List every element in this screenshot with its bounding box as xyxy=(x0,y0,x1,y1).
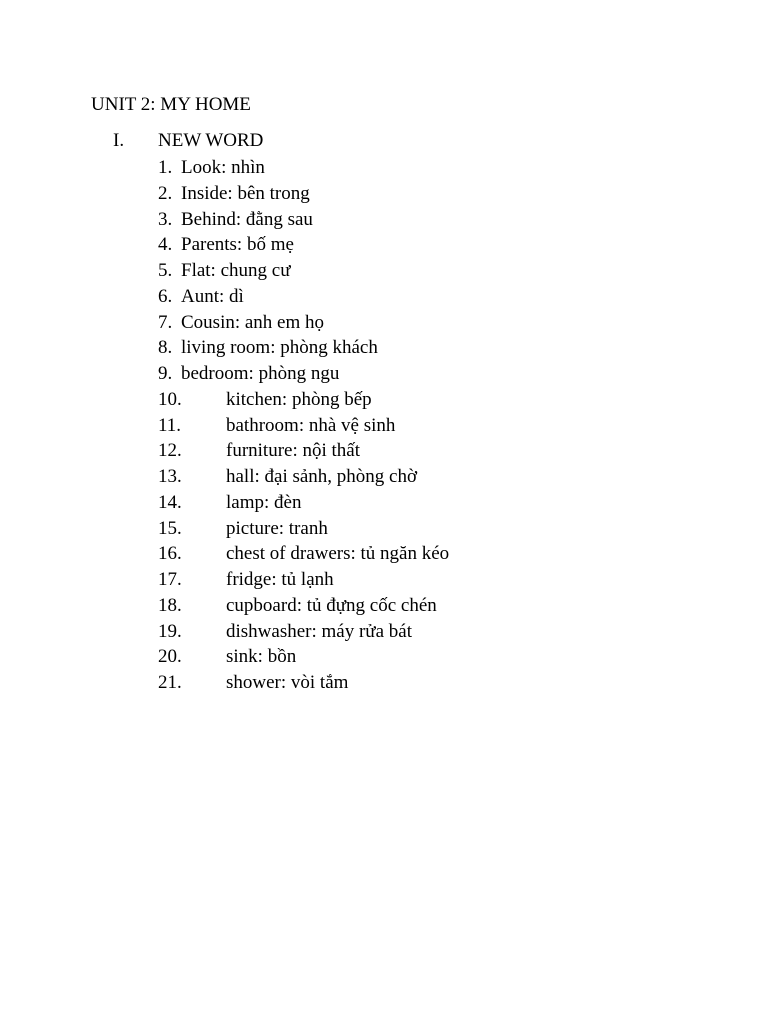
item-number: 8. xyxy=(158,337,173,359)
item-number: 17. xyxy=(158,569,182,590)
item-text: shower: vòi tắm xyxy=(226,672,349,693)
item-text: cupboard: tủ đựng cốc chén xyxy=(226,594,437,616)
item-text: hall: đại sảnh, phòng chờ xyxy=(226,466,418,487)
section-title: NEW WORD xyxy=(158,130,264,151)
item-text: chest of drawers: tủ ngăn kéo xyxy=(226,543,450,565)
item-text: Aunt: dì xyxy=(181,285,244,307)
item-text: furniture: nội thất xyxy=(226,440,361,462)
item-number: 4. xyxy=(158,234,173,256)
item-number: 10. xyxy=(158,388,182,410)
item-number: 15. xyxy=(158,517,182,539)
item-text: picture: tranh xyxy=(226,517,328,539)
item-number: 13. xyxy=(158,466,182,487)
item-text: Behind: đằng sau xyxy=(181,208,313,230)
item-number: 2. xyxy=(158,182,173,204)
item-text: sink: bồn xyxy=(226,646,297,668)
item-text: bedroom: phòng ngu xyxy=(181,363,340,384)
item-number: 12. xyxy=(158,440,182,462)
item-number: 11. xyxy=(158,414,182,436)
item-number: 5. xyxy=(158,260,173,281)
item-text: Inside: bên trong xyxy=(181,182,310,204)
item-number: 20. xyxy=(158,646,182,668)
item-number: 19. xyxy=(158,620,182,642)
item-text: living room: phòng khách xyxy=(181,337,378,359)
item-text: dishwasher: máy rửa bát xyxy=(226,620,412,642)
item-text: Cousin: anh em họ xyxy=(181,311,325,333)
document-title: UNIT 2: MY HOME xyxy=(91,94,251,115)
item-number: 9. xyxy=(158,363,173,384)
item-text: lamp: đèn xyxy=(226,491,302,513)
item-number: 18. xyxy=(158,594,182,616)
section-number: I. xyxy=(113,130,125,151)
item-number: 6. xyxy=(158,285,173,307)
item-text: Flat: chung cư xyxy=(181,260,291,281)
item-text: Parents: bố mẹ xyxy=(181,234,294,256)
item-number: 16. xyxy=(158,543,182,565)
item-number: 21. xyxy=(158,672,182,693)
item-text: bathroom: nhà vệ sinh xyxy=(226,414,396,436)
item-text: fridge: tủ lạnh xyxy=(226,569,334,590)
item-text: kitchen: phòng bếp xyxy=(226,388,372,410)
item-number: 1. xyxy=(158,157,173,178)
item-number: 3. xyxy=(158,208,173,230)
item-number: 14. xyxy=(158,491,182,513)
item-text: Look: nhìn xyxy=(181,157,265,178)
item-number: 7. xyxy=(158,311,173,333)
